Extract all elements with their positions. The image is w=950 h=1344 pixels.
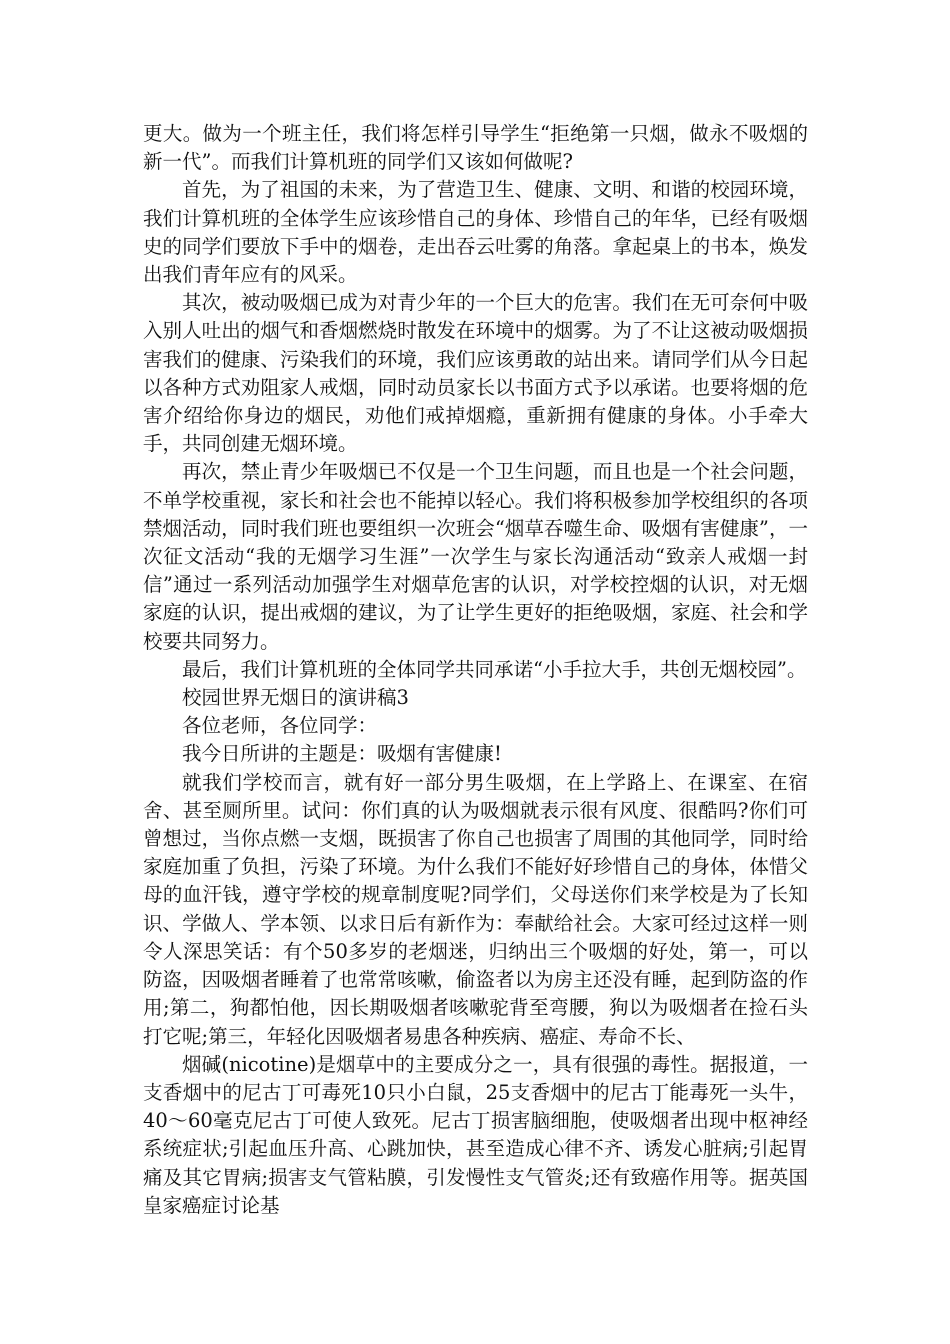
- section-heading: 校园世界无烟日的演讲稿3: [182, 686, 409, 710]
- paragraph: 更大。做为一个班主任，我们将怎样引导学生“拒绝第一只烟，做永不吸烟的新一代”。而我们计算机班的同学们又该如何做呢?: [143, 122, 808, 174]
- document-body: [143, 120, 808, 1220]
- paragraph: 首先，为了祖国的未来，为了营造卫生、健康、文明、和谐的校园环境，我们计算机班的全体学生应该珍惜自己的身体、珍惜自己的年华，已经有吸烟史的同学们要放下手中的烟卷，走出吞云吐雾的角落。拿起桌上的书本，焕发出我们青年应有的风采。: [143, 178, 808, 287]
- paragraph: 最后，我们计算机班的全体同学共同承诺“小手拉大手，共创无烟校园”。: [182, 657, 807, 681]
- paragraph: 再次，禁止青少年吸烟已不仅是一个卫生问题，而且也是一个社会问题，不单学校重视，家长和社会也不能掉以轻心。我们将积极参加学校组织的各项禁烟活动，同时我们班也要组织一次班会“烟草吞噬生命、吸烟有害健康”，一次征文活动“我的无烟学习生涯”一次学生与家长沟通活动“致亲人戒烟一封信”通过一系列活动加强学生对烟草危害的认识，对学校控烟的认识，对无烟家庭的认识，提出戒烟的建议，为了让学生更好的拒绝吸烟，家庭、社会和学校要共同努力。: [143, 460, 808, 653]
- paragraph: 就我们学校而言，就有好一部分男生吸烟，在上学路上、在课室、在宿舍、甚至厕所里。试问：你们真的认为吸烟就表示很有风度、很酷吗?你们可曾想过，当你点燃一支烟，既损害了你自己也损害了周围的其他同学，同时给家庭加重了负担，污染了环境。为什么我们不能好好珍惜自己的身体，体惜父母的血汗钱，遵守学校的规章制度呢?同学们，父母送你们来学校是为了长知识、学做人、学本领、以求日后有新作为：奉献给社会。大家可经过这样一则令人深思笑话：有个50多岁的老烟迷，归纳出三个吸烟的好处，第一，可以防盗，因吸烟者睡着了也常常咳嗽，偷盗者以为房主还没有睡，起到防盗的作用;第二，狗都怕他，因长期吸烟者咳嗽驼背至弯腰，狗以为吸烟者在捡石头打它呢;第三，年轻化因吸烟者易患各种疾病、癌症、寿命不长、: [143, 770, 808, 1048]
- paragraph: 我今日所讲的主题是：吸烟有害健康!: [182, 742, 502, 766]
- paragraph: 其次，被动吸烟已成为对青少年的一个巨大的危害。我们在无可奈何中吸入别人吐出的烟气和香烟燃烧时散发在环境中的烟雾。为了不让这被动吸烟损害我们的健康、污染我们的环境，我们应该勇敢的站出来。请同学们从今日起以各种方式劝阻家人戒烟，同时动员家长以书面方式予以承诺。也要将烟的危害介绍给你身边的烟民，劝他们戒掉烟瘾，重新拥有健康的身体。小手牵大手，共同创建无烟环境。: [143, 291, 808, 456]
- salutation: 各位老师，各位同学：: [182, 714, 378, 738]
- paragraph: 烟碱(nicotine)是烟草中的主要成分之一，具有很强的毒性。据报道，一支香烟中的尼古丁可毒死10只小白鼠，25支香烟中的尼古丁能毒死一头牛，40～60毫克尼古丁可使人致死。尼古丁损害脑细胞，使吸烟者出现中枢神经系统症状;引起血压升高、心跳加快，甚至造成心律不齐、诱发心脏病;引起胃痛及其它胃病;损害支气管粘膜，引发慢性支气管炎;还有致癌作用等。据英国皇家癌症讨论基: [143, 1052, 808, 1217]
